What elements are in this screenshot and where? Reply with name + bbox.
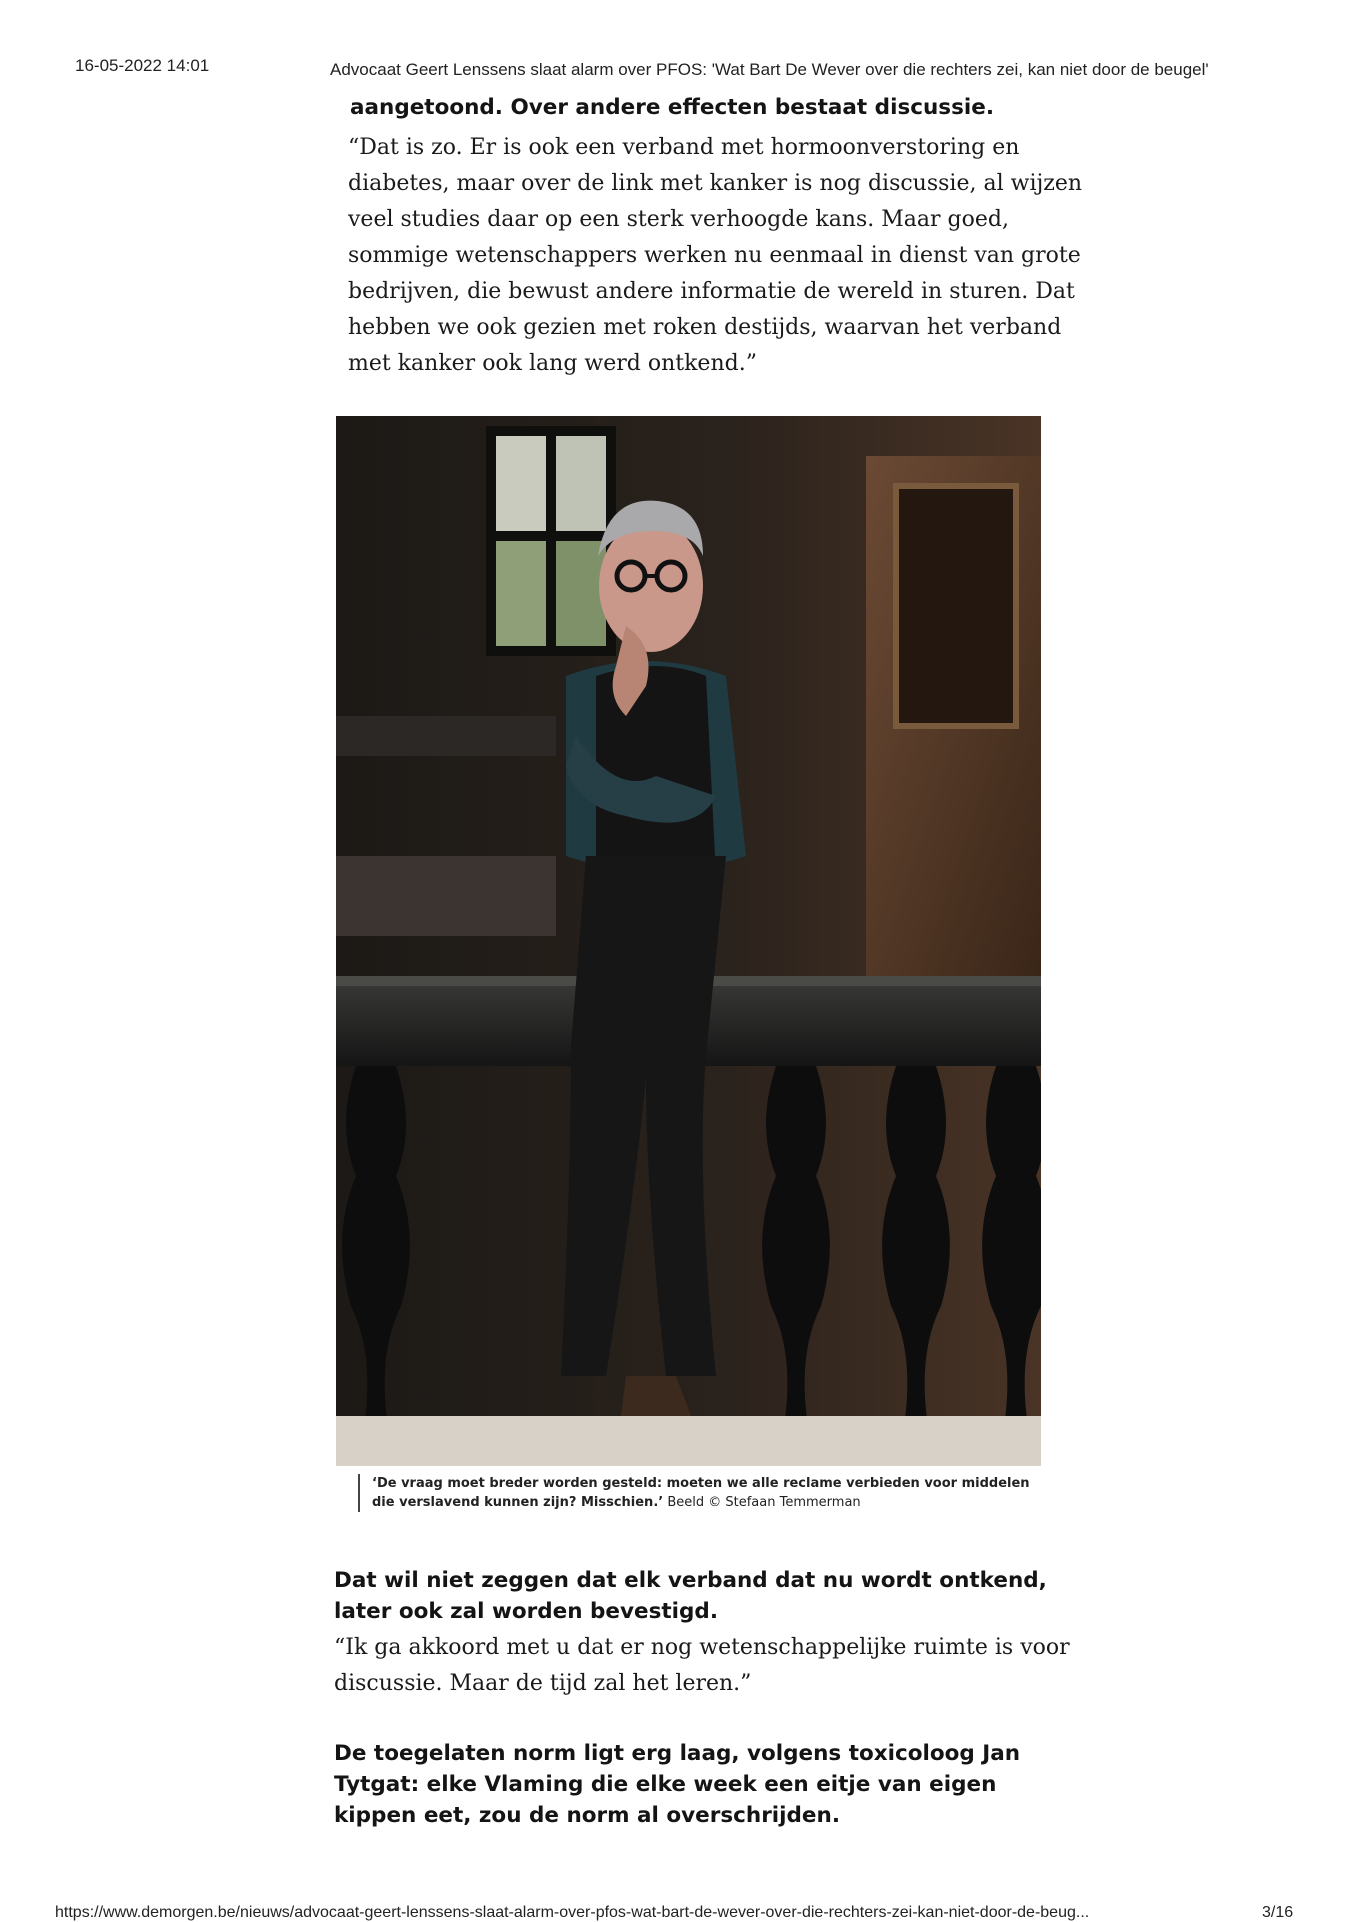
portrait-illustration — [336, 416, 1041, 1466]
caption-credit: Beeld © Stefaan Temmerman — [667, 1495, 861, 1510]
question-line: later ook zal worden bevestigd. — [334, 1599, 718, 1624]
answer-line: sommige wetenschappers werken nu eenmaal in dienst van grote — [348, 243, 1081, 268]
question-line: De toegelaten norm ligt erg laag, volgens toxicoloog Jan — [334, 1741, 1021, 1766]
question-line: kippen eet, zou de norm al overschrijden. — [334, 1803, 840, 1828]
answer-line: “Ik ga akkoord met u dat er nog wetenschappelijke ruimte is voor — [334, 1635, 1070, 1660]
interview-question — [334, 1565, 1047, 1627]
answer-line: hebben we ook gezien met roken destijds, waarvan het verband — [348, 315, 1062, 340]
answer-line: veel studies daar op een sterk verhoogde kans. Maar goed, — [348, 207, 1009, 232]
print-url: https://www.demorgen.be/nieuws/advocaat-geert-lenssens-slaat-alarm-over-pfos-wat-bart-de-wever-over-die-rechters-zei-kan-niet-door-de-beug... — [55, 1904, 1090, 1921]
question-line: Dat wil niet zeggen dat elk verband dat nu wordt ontkend, — [334, 1568, 1047, 1593]
photo-caption — [358, 1474, 1052, 1512]
print-date: 16-05-2022 14:01 — [75, 56, 210, 75]
interview-answer — [334, 1630, 1070, 1702]
print-page-title: Advocaat Geert Lenssens slaat alarm over PFOS: 'Wat Bart De Wever over die rechters zei, kan niet door de beugel' — [330, 60, 1209, 79]
interview-question — [334, 1738, 1020, 1831]
page-number: 3/16 — [1262, 1904, 1294, 1921]
question-line: Tytgat: elke Vlaming die elke week een eitje van eigen — [334, 1772, 997, 1797]
interview-question: aangetoond. Over andere effecten bestaat discussie. — [350, 95, 995, 120]
answer-line: diabetes, maar over de link met kanker is nog discussie, al wijzen — [348, 171, 1083, 196]
answer-line: met kanker ook lang werd ontkend.” — [348, 351, 757, 376]
answer-line: “Dat is zo. Er is ook een verband met hormoonverstoring en — [348, 135, 1020, 160]
interview-answer — [348, 130, 1082, 382]
caption-text: ‘De vraag moet breder worden gesteld: moeten we alle reclame verbieden voor middelen die verslavend kunnen zijn? Misschien.’ — [372, 1476, 1030, 1510]
answer-line: bedrijven, die bewust andere informatie de wereld in sturen. Dat — [348, 279, 1075, 304]
article-photo — [336, 416, 1041, 1466]
answer-line: discussie. Maar de tijd zal het leren.” — [334, 1671, 752, 1696]
